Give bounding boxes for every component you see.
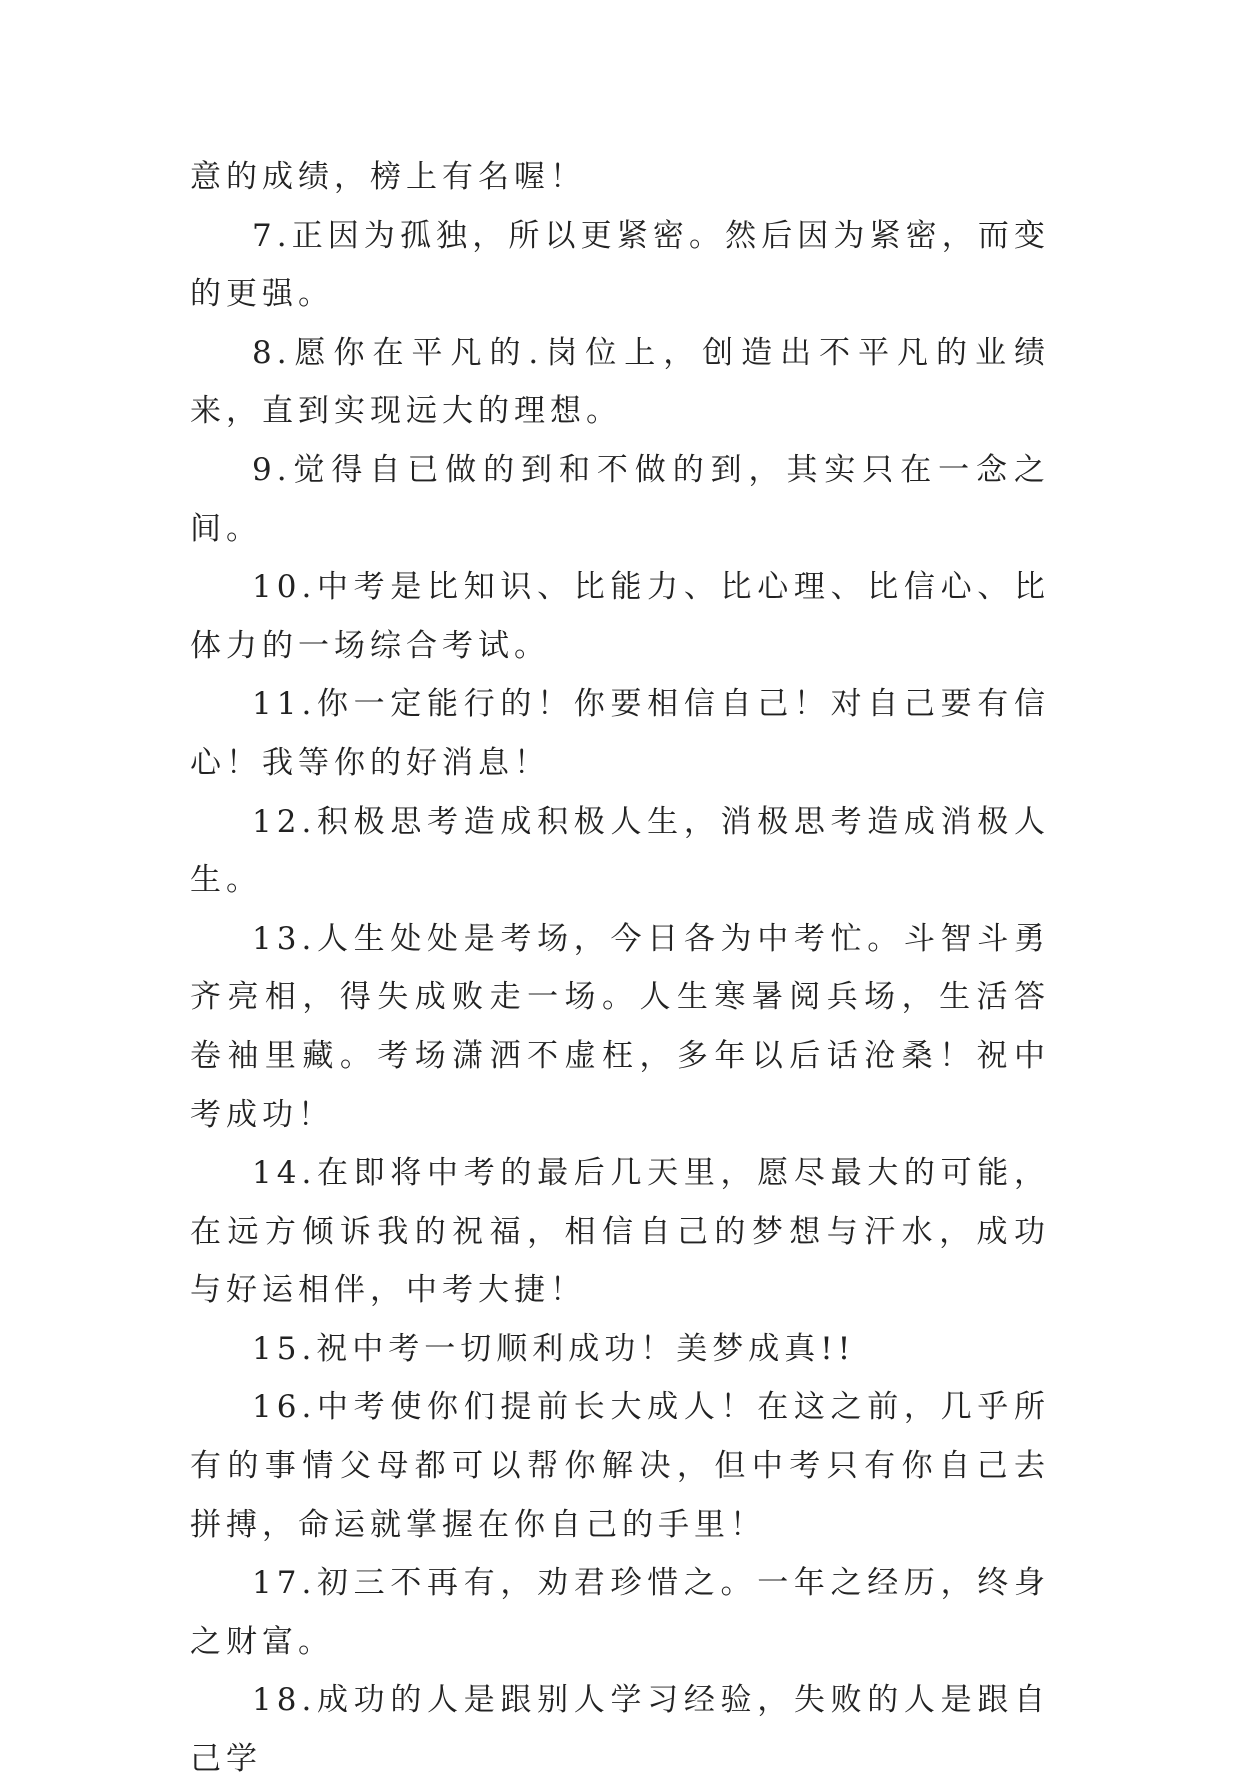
paragraph-item-16: 16.中考使你们提前长大成人！在这之前，几乎所有的事情父母都可以帮你解决，但中考只有你自己去拼搏，命运就掌握在你自己的手里！ (190, 1389, 1050, 1543)
paragraph-item-10: 10.中考是比知识、比能力、比心理、比信心、比体力的一场综合考试。 (190, 569, 1050, 664)
paragraph-item-12: 12.积极思考造成积极人生，消极思考造成消极人生。 (190, 803, 1050, 899)
paragraph-item-18: 18.成功的人是跟别人学习经验，失败的人是跟自己学 (190, 1682, 1050, 1778)
paragraph-item-9: 9.觉得自已做的到和不做的到，其实只在一念之间。 (190, 451, 1050, 547)
paragraph-item-15: 15.祝中考一切顺利成功！美梦成真!! (252, 1330, 856, 1367)
paragraph-continuation: 意的成绩，榜上有名喔！ (190, 159, 586, 195)
paragraph-item-11: 11.你一定能行的！你要相信自己！对自己要有信心！我等你的好消息！ (190, 686, 1050, 781)
paragraph-item-17: 17.初三不再有，劝君珍惜之。一年之经历，终身之财富。 (190, 1565, 1050, 1660)
document-page (190, 148, 1050, 1789)
paragraph-item-14: 14.在即将中考的最后几天里，愿尽最大的可能，在远方倾诉我的祝福，相信自己的梦想与汗水，成功与好运相伴，中考大捷！ (190, 1155, 1050, 1309)
paragraph-item-8: 8.愿你在平凡的.岗位上，创造出不平凡的业绩来，直到实现远大的理想。 (190, 334, 1050, 430)
paragraph-item-13: 13.人生处处是考场，今日各为中考忙。斗智斗勇齐亮相，得失成败走一场。人生寒暑阅兵场，生活答卷袖里藏。考场潇洒不虚枉，多年以后话沧桑！祝中考成功！ (190, 920, 1050, 1133)
paragraph-item-7: 7.正因为孤独，所以更紧密。然后因为紧密，而变的更强。 (190, 217, 1050, 313)
